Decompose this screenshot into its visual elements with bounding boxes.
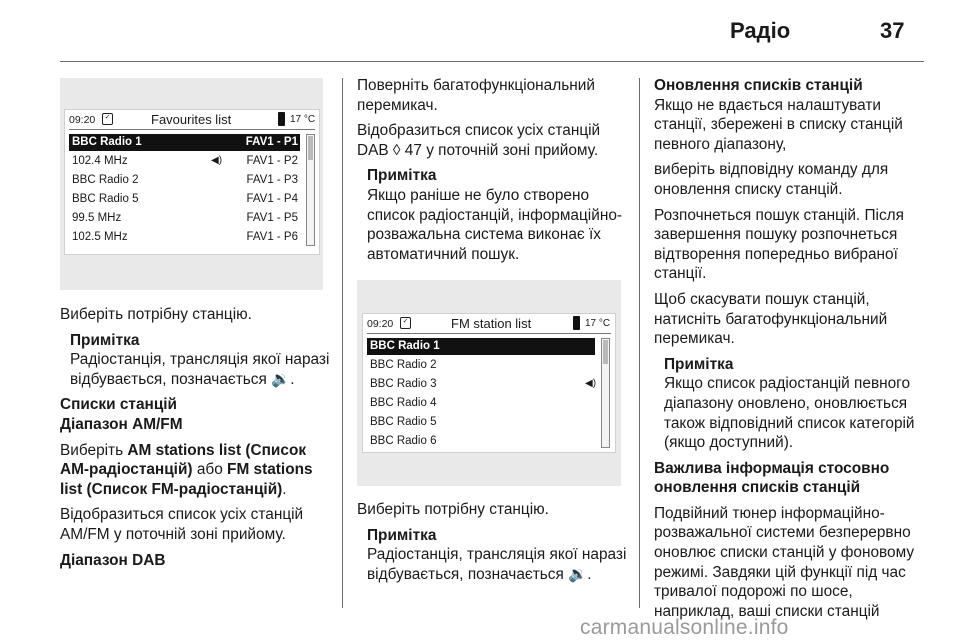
list-item[interactable]: BBC Radio 2 FAV1 - P3 bbox=[72, 174, 298, 186]
screen-divider bbox=[69, 129, 315, 130]
turn-knob-text: Поверніть багатофункціональний перемикач. bbox=[357, 77, 595, 114]
favourites-screenshot bbox=[60, 78, 323, 290]
section-title: Радіо bbox=[730, 18, 791, 43]
scrollbar[interactable] bbox=[601, 338, 610, 448]
screen-title: Favourites list bbox=[151, 112, 232, 127]
phone-icon bbox=[278, 112, 285, 126]
heading-am-fm: Діапазон AM/FM bbox=[60, 415, 183, 433]
note: Примітка Якщо список радіостанцій певного діапазону оновлено, оновлюється також відповідний список категорій (якщо доступний). bbox=[664, 355, 915, 452]
select-station-text: Виберіть потрібну станцію. bbox=[357, 501, 549, 518]
column-1 bbox=[60, 305, 330, 570]
am-fm-list-text: Відобразиться список усіх станцій AM/FM у поточній зоні прийому. bbox=[60, 506, 304, 543]
column-2-top bbox=[357, 76, 632, 270]
list-item[interactable]: BBC Radio 1 bbox=[367, 338, 595, 355]
cancel-search-text: Щоб скасувати пошук станцій, натисніть багатофункціональний перемикач. bbox=[654, 290, 888, 348]
screen-status-bar bbox=[65, 110, 319, 130]
speaker-icon: ◀) bbox=[585, 378, 597, 389]
column-2-bottom bbox=[357, 500, 632, 590]
list-item[interactable]: BBC Radio 5 bbox=[370, 416, 437, 428]
screen-divider bbox=[367, 333, 611, 334]
screen-temperature: 17 °C bbox=[585, 318, 611, 329]
page-header bbox=[0, 0, 960, 60]
note: Примітка Радіостанція, трансляція якої наразі відбувається, позначається 🔉. bbox=[70, 331, 330, 388]
choose-command-text: виберіть відповідну команду для оновлення списку станцій. bbox=[654, 161, 889, 198]
choose-list-text: Виберіть AM stations list (Список AM-радіостанцій) або FM stations list (Список FM-радіостанцій). bbox=[60, 441, 313, 498]
list-item[interactable]: BBC Radio 1 FAV1 - P1 bbox=[69, 134, 300, 151]
select-station-text: Виберіть потрібну станцію. bbox=[60, 306, 252, 323]
favourites-screen bbox=[64, 109, 320, 255]
dab-list-text: Відобразиться список усіх станцій DAB ◊ 47 у поточній зоні прийому. bbox=[357, 122, 601, 159]
speaker-icon: ◀) bbox=[211, 155, 223, 166]
scrollbar[interactable] bbox=[306, 134, 315, 246]
cannot-tune-text: Якщо не вдається налаштувати станції, збережені в списку станцій певного діапазону, bbox=[654, 96, 903, 153]
list-item[interactable]: 102.4 MHz FAV1 - P2 bbox=[72, 155, 298, 167]
fm-list-screenshot bbox=[357, 280, 621, 486]
screen-time: 09:20 bbox=[69, 114, 96, 126]
list-item[interactable]: BBC Radio 6 bbox=[370, 435, 437, 447]
list-item[interactable]: BBC Radio 2 bbox=[370, 359, 437, 371]
scrollbar-thumb[interactable] bbox=[603, 340, 608, 364]
fm-list-screen bbox=[362, 313, 616, 453]
page-number: 37 bbox=[880, 18, 905, 43]
heading-dab: Діапазон DAB bbox=[60, 551, 166, 569]
heading-update-lists: Оновлення списків станцій bbox=[654, 77, 863, 94]
scrollbar-thumb[interactable] bbox=[308, 136, 313, 160]
screen-status-bar bbox=[363, 314, 615, 334]
list-item[interactable]: 102.5 MHz FAV1 - P6 bbox=[72, 231, 298, 243]
navigation-icon: ✓ bbox=[102, 113, 113, 125]
list-item[interactable]: BBC Radio 3 bbox=[370, 378, 437, 390]
search-text: Розпочнеться пошук станцій. Після завершення пошуку розпочнеться відтворення попередньо вибраної станції. bbox=[654, 206, 904, 283]
screen-title: FM station list bbox=[451, 316, 532, 331]
list-item[interactable]: 99.5 MHz FAV1 - P5 bbox=[72, 212, 298, 224]
dual-tuner-text: Подвійний тюнер інформаційно-розважальної системи безперервно оновлює списки станцій у фоновому режимі. Завдяки цій функції під час тривалої подорожі по шосе, наприклад, ваші списки станцій bbox=[654, 504, 915, 620]
note: Примітка Радіостанція, трансляція якої наразі відбувається, позначається 🔉. bbox=[367, 526, 627, 583]
heading-important-info: Важлива інформація стосовно оновлення списків станцій bbox=[654, 459, 890, 497]
column-divider-2 bbox=[639, 78, 640, 608]
header-divider bbox=[60, 61, 924, 62]
list-item[interactable]: BBC Radio 5 FAV1 - P4 bbox=[72, 193, 298, 205]
phone-icon bbox=[573, 316, 580, 330]
screen-time: 09:20 bbox=[367, 318, 394, 330]
list-item[interactable]: BBC Radio 4 bbox=[370, 397, 437, 409]
screen-temperature: 17 °C bbox=[290, 114, 316, 125]
heading-station-lists: Списки станцій bbox=[60, 396, 178, 414]
note: Примітка Якщо раніше не було створено список радіостанцій, інформаційно-розважальна система виконає їх автоматичний пошук. bbox=[367, 167, 623, 263]
navigation-icon: ✓ bbox=[400, 317, 411, 329]
column-3 bbox=[654, 76, 926, 627]
column-divider-1 bbox=[342, 78, 343, 608]
watermark: carmanualsonline.info bbox=[580, 616, 789, 639]
